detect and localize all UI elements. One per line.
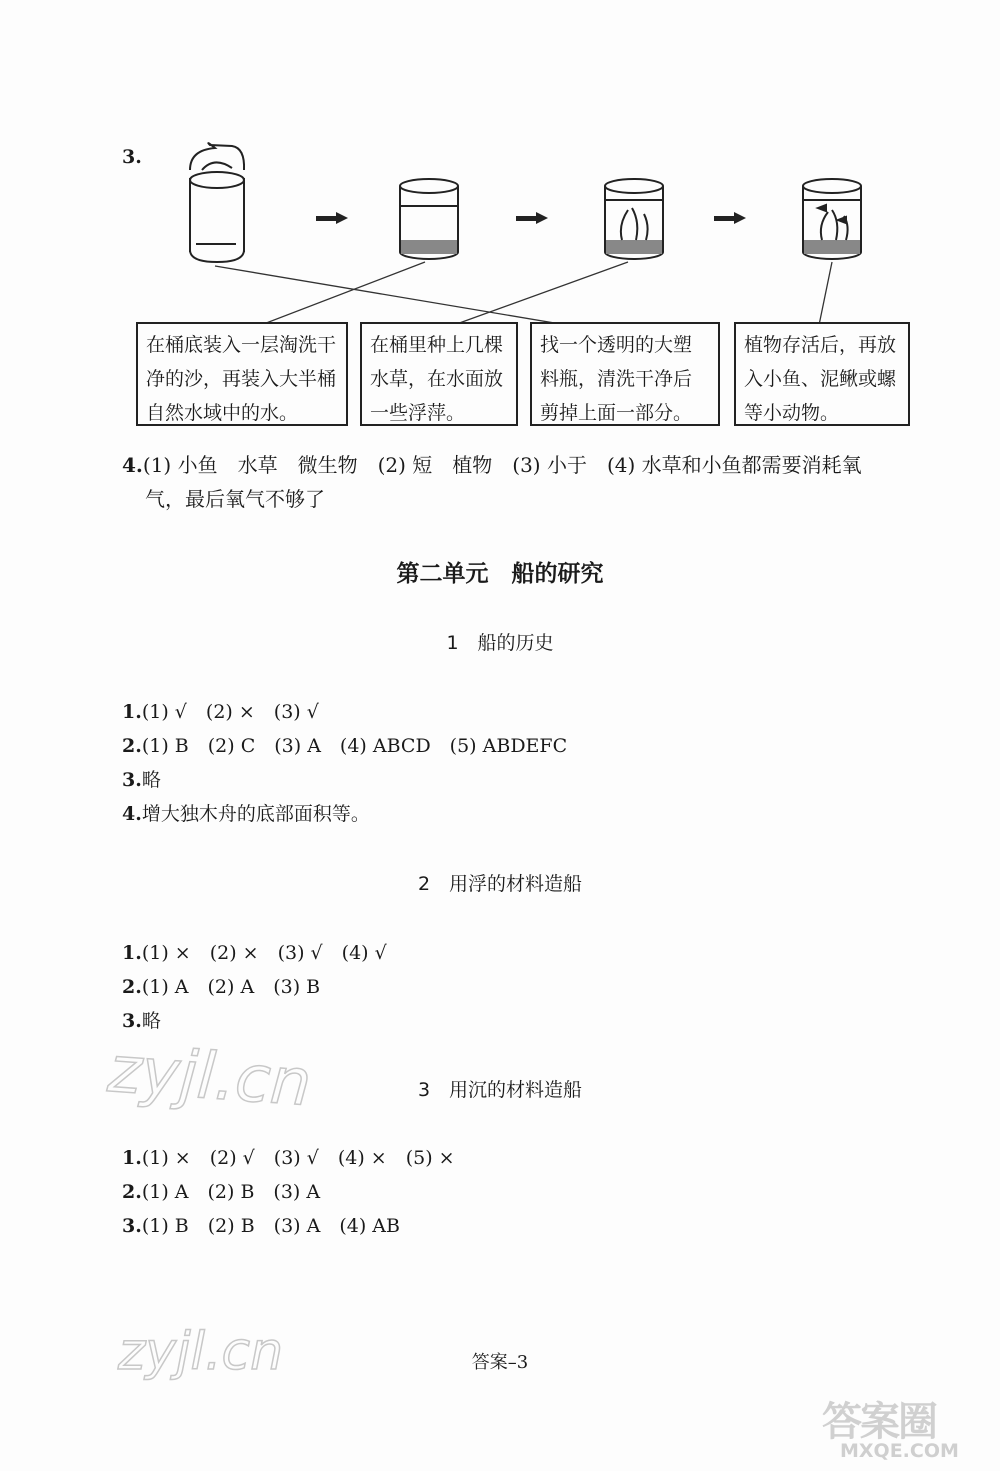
bottle-icon [190, 143, 244, 262]
arrow-icon [714, 212, 746, 224]
matching-lines [215, 262, 832, 330]
watermark-logo: zyjl.cn [118, 1322, 284, 1382]
q3-step-box: 在桶底装入一层淘洗干净的沙，再装入大半桶自然水域中的水。 [136, 322, 348, 426]
corner-watermark-logo: 答案圈 [822, 1399, 936, 1445]
section-title: 1 船的历史 [446, 632, 554, 654]
answer-line: 1.(1) × (2) √ (3) √ (4) × (5) × [122, 1147, 455, 1169]
section-title: 2 用浮的材料造船 [417, 873, 583, 895]
answer-line: 2.(1) A (2) B (3) A [122, 1181, 321, 1203]
section-title: 3 用沉的材料造船 [417, 1079, 583, 1101]
answer-line: 3.略 [122, 769, 161, 791]
jar-sand-water-icon [400, 179, 458, 259]
jar-fish-icon [803, 179, 861, 259]
q3-number: 3. [122, 146, 142, 168]
jar-plants-icon [605, 179, 663, 259]
q3-step-box: 找一个透明的大塑料瓶，清洗干净后剪掉上面一部分。 [530, 322, 720, 426]
q4-answer [122, 448, 862, 482]
unit-title: 第二单元 船的研究 [396, 561, 604, 587]
corner-watermark-url: MXQE.COM [840, 1440, 959, 1462]
q4-line2: 气，最后氧气不够了 [145, 487, 325, 511]
q4-number: 4. [122, 453, 143, 477]
q3-step-box: 植物存活后，再放入小鱼、泥鳅或螺等小动物。 [734, 322, 910, 426]
watermark-logo: zyjl.cn [105, 1033, 314, 1121]
answer-line: 3.略 [122, 1010, 161, 1032]
answer-line: 4.增大独木舟的底部面积等。 [122, 803, 370, 825]
answer-line: 1.(1) √ (2) × (3) √ [122, 701, 319, 723]
q4-line1: (1) 小鱼 水草 微生物 (2) 短 植物 (3) 小于 (4) 水草和小鱼都需要消耗氧 [142, 453, 862, 477]
arrow-icon [516, 212, 548, 224]
answer-line: 2.(1) A (2) A (3) B [122, 976, 321, 998]
answer-line: 3.(1) B (2) B (3) A (4) AB [122, 1215, 400, 1237]
answer-line: 1.(1) × (2) × (3) √ (4) √ [122, 942, 387, 964]
q3-step-box: 在桶里种上几棵水草，在水面放一些浮萍。 [360, 322, 518, 426]
answer-line: 2.(1) B (2) C (3) A (4) ABCD (5) ABDEFC [122, 735, 568, 757]
page-number: 答案–3 [471, 1352, 529, 1373]
arrow-icon [316, 212, 348, 224]
